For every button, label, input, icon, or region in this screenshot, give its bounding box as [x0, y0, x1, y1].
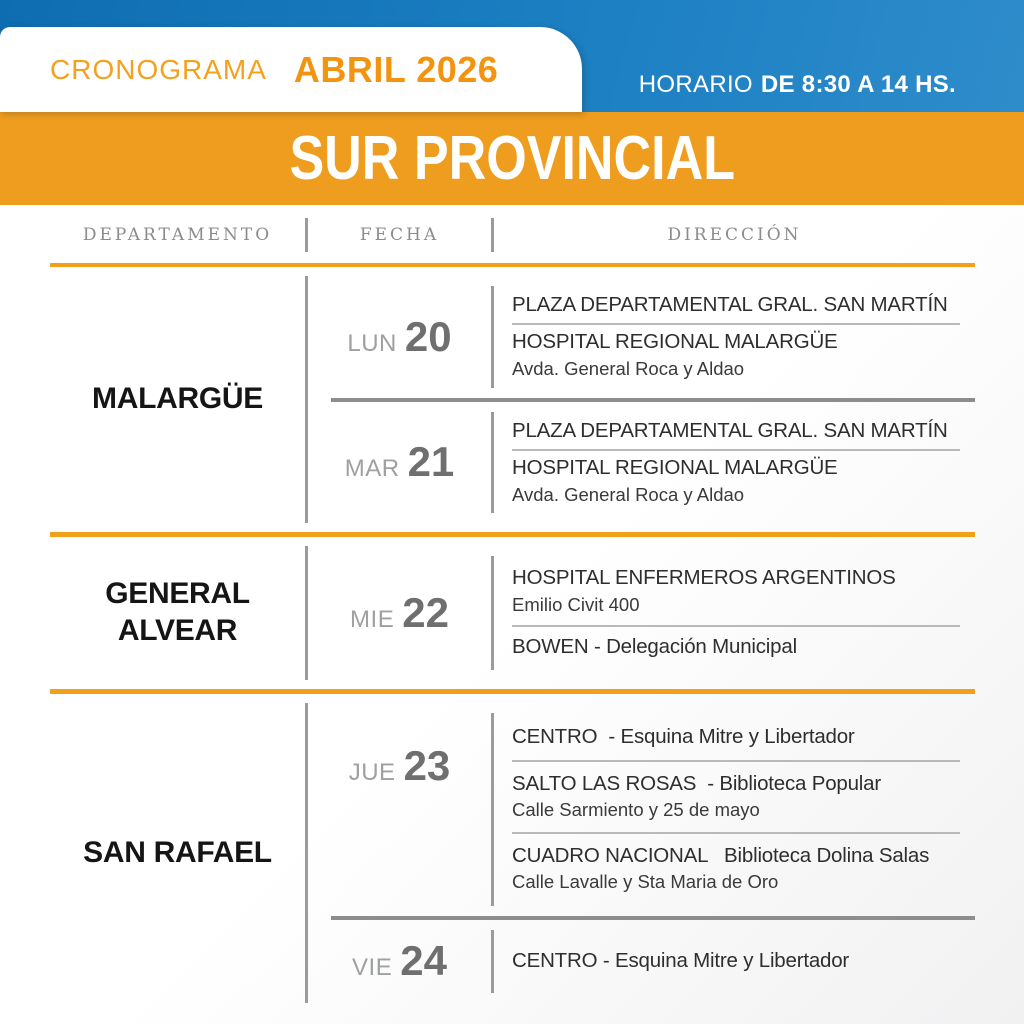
department-section-san-rafael [50, 694, 975, 1012]
address-title: CENTRO - Esquina Mitre y Libertador [512, 725, 855, 749]
address-cell [491, 412, 975, 514]
address-divider [512, 449, 960, 451]
address-item [512, 949, 960, 974]
date-cell [308, 276, 491, 398]
date-label [350, 589, 449, 637]
department-cell [50, 537, 305, 689]
address-item [512, 293, 960, 318]
address-subtitle: Avda. General Roca y Aldao [512, 483, 745, 505]
day-number: 21 [407, 438, 455, 486]
day-abbrev: JUE [348, 759, 396, 787]
date-block-lun-20 [308, 276, 975, 398]
day-number: 24 [400, 937, 447, 985]
department-name [105, 576, 250, 649]
horario-value: DE 8:30 A 14 HS. [760, 71, 956, 98]
date-block-mie-22 [308, 546, 975, 680]
address-cell [491, 930, 975, 993]
date-label [347, 313, 451, 361]
address-item [512, 725, 960, 750]
address-subtitle: Avda. General Roca y Aldao [512, 358, 745, 380]
address-subtitle: Calle Sarmiento y 25 de mayo [512, 799, 760, 821]
day-number: 23 [403, 742, 451, 790]
address-divider [512, 760, 960, 762]
address-divider [512, 832, 960, 834]
address-divider [512, 323, 960, 325]
department-section-general-alvear [50, 537, 975, 694]
date-cell [308, 703, 491, 916]
address-item [512, 330, 960, 380]
title-banner [0, 27, 582, 112]
column-header-fecha: FECHA [359, 225, 440, 245]
address-title: PLAZA DEPARTAMENTAL GRAL. SAN MARTÍN [512, 418, 948, 442]
date-cell [308, 546, 491, 680]
department-name-line: MALARGÜE [92, 382, 263, 416]
date-label [345, 438, 455, 486]
header-blue-bar [0, 0, 1024, 112]
address-divider [512, 625, 960, 627]
department-cell [50, 267, 305, 532]
department-name-line: SAN RAFAEL [83, 835, 272, 869]
address-item [512, 419, 960, 444]
address-cell [491, 713, 975, 906]
date-block-mar-21 [308, 402, 975, 524]
horario-text [639, 71, 956, 99]
date-cell [308, 402, 491, 524]
date-label [349, 742, 451, 790]
schedule-table [50, 207, 975, 1012]
day-abbrev: MIE [350, 606, 395, 633]
date-block-vie-24 [308, 920, 975, 1003]
address-item [512, 772, 960, 822]
region-band [0, 112, 1024, 205]
department-name-line: ALVEAR [117, 614, 238, 647]
dates-column [305, 546, 975, 680]
address-title: HOSPITAL REGIONAL MALARGÜE [512, 330, 838, 354]
department-cell [50, 694, 305, 1012]
day-abbrev: VIE [352, 954, 393, 982]
address-title: CUADRO NACIONAL Biblioteca Dolina Salas [512, 843, 930, 867]
dates-column [305, 276, 975, 523]
address-item [512, 456, 960, 506]
day-abbrev: MAR [344, 455, 400, 483]
address-title: HOSPITAL REGIONAL MALARGÜE [512, 455, 838, 479]
banner-month: ABRIL 2026 [293, 48, 499, 90]
address-title: HOSPITAL ENFERMEROS ARGENTINOS [512, 566, 896, 590]
address-subtitle: Emilio Civit 400 [512, 594, 640, 615]
address-item [512, 566, 960, 616]
department-name-line: GENERAL [105, 577, 250, 611]
date-cell [308, 920, 491, 1003]
address-cell [491, 556, 975, 670]
date-block-jue-23 [308, 703, 975, 916]
address-title: SALTO LAS ROSAS - Biblioteca Popular [512, 771, 881, 795]
address-title: PLAZA DEPARTAMENTAL GRAL. SAN MARTÍN [512, 293, 948, 317]
department-section-malargue [50, 267, 975, 537]
address-cell [491, 286, 975, 388]
day-abbrev: LUN [347, 329, 397, 357]
horario-label: HORARIO [638, 71, 753, 98]
day-number: 20 [404, 312, 452, 360]
day-number: 22 [402, 589, 449, 636]
address-title: BOWEN - Delegación Municipal [512, 635, 797, 658]
address-subtitle: Calle Lavalle y Sta Maria de Oro [512, 871, 779, 893]
address-item [512, 635, 960, 660]
address-title: CENTRO - Esquina Mitre y Libertador [512, 949, 850, 973]
region-title: SUR PROVINCIAL [289, 124, 735, 193]
table-header-row [50, 207, 975, 267]
department-name [92, 381, 263, 418]
date-label [352, 937, 447, 985]
address-item [512, 844, 960, 894]
banner-label: CRONOGRAMA [50, 53, 267, 85]
column-header-direccion: DIRECCIÓN [667, 225, 802, 245]
column-header-departamento: DEPARTAMENTO [82, 225, 273, 245]
dates-column [305, 703, 975, 1003]
department-name [83, 835, 272, 872]
